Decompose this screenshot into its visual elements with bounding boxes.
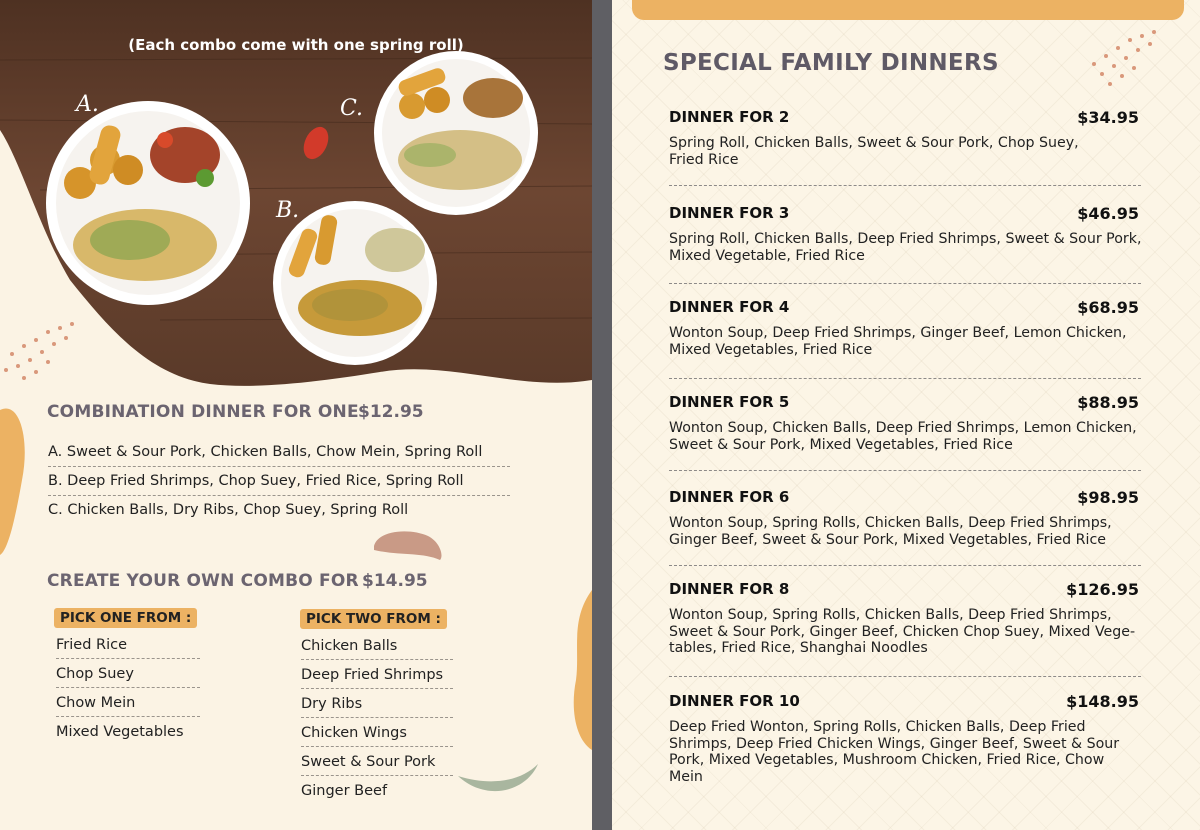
pick-two-item: Deep Fried Shrimps	[301, 667, 453, 689]
divider	[669, 470, 1141, 471]
pick-two-item: Ginger Beef	[301, 783, 388, 799]
create-combo-price: $14.95	[362, 571, 428, 591]
pick-two-item: Dry Ribs	[301, 696, 453, 718]
dinner-price: $88.95	[1077, 393, 1139, 412]
dinner-name: DINNER FOR 5	[669, 393, 790, 411]
dinner-description: Spring Roll, Chicken Balls, Sweet & Sour Pork, Chop Suey, Fried Rice	[669, 135, 1079, 168]
dinner-name: DINNER FOR 4	[669, 298, 790, 316]
dinner-price: $148.95	[1066, 692, 1139, 711]
dinner-description: Spring Roll, Chicken Balls, Deep Fried Shrimps, Sweet & Sour Pork, Mixed Vegetable, Fried Rice	[669, 231, 1142, 264]
dinner-description: Wonton Soup, Spring Rolls, Chicken Balls, Deep Fried Shrimps, Sweet & Sour Pork, Ginger Beef, Chicken Chop Suey, Mixed Vege- tables, Fried Rice, Shanghai Noodles	[669, 607, 1136, 656]
family-dinners-title: SPECIAL FAMILY DINNERS	[663, 50, 999, 76]
decorative-dots	[0, 318, 80, 398]
plate-b	[273, 201, 437, 365]
divider	[669, 676, 1141, 677]
food-photo	[0, 0, 592, 392]
dinner-description: Deep Fried Wonton, Spring Rolls, Chicken Balls, Deep Fried Shrimps, Deep Fried Chicken Wings, Ginger Beef, Sweet & Sour Pork, Mixed Vegetables, Mushroom Chicken, Fried Rice, Chow Mein	[669, 719, 1120, 785]
decorative-leaf	[456, 762, 540, 796]
divider	[669, 283, 1141, 284]
dinner-price: $34.95	[1077, 108, 1139, 127]
plate-label-c: C.	[340, 96, 364, 121]
dinner-name: DINNER FOR 3	[669, 204, 790, 222]
combo-note: (Each combo come with one spring roll)	[128, 36, 464, 54]
dinner-description: Wonton Soup, Deep Fried Shrimps, Ginger Beef, Lemon Chicken, Mixed Vegetables, Fried Rice	[669, 325, 1127, 358]
plate-c	[374, 51, 538, 215]
book-spine	[592, 0, 612, 830]
dinner-name: DINNER FOR 8	[669, 580, 790, 598]
dinner-price: $68.95	[1077, 298, 1139, 317]
pick-two-item: Chicken Balls	[301, 638, 453, 660]
decorative-dots	[1084, 28, 1164, 90]
left-menu-page	[0, 0, 592, 830]
dinner-name: DINNER FOR 2	[669, 108, 790, 126]
dinner-price: $46.95	[1077, 204, 1139, 223]
pick-one-item: Chow Mein	[56, 695, 200, 717]
pick-two-label: PICK TWO FROM :	[300, 609, 447, 629]
divider	[669, 185, 1141, 186]
dinner-name: DINNER FOR 10	[669, 692, 800, 710]
pick-two-item: Sweet & Sour Pork	[301, 754, 453, 776]
dinner-price: $98.95	[1077, 488, 1139, 507]
right-menu-page	[612, 0, 1200, 830]
decorative-blob-left	[0, 400, 30, 560]
plate-a	[46, 101, 250, 305]
divider	[669, 565, 1141, 566]
pick-one-item: Fried Rice	[56, 637, 200, 659]
combination-price: $12.95	[358, 402, 424, 422]
plate-label-a: A.	[76, 92, 99, 117]
combination-title: COMBINATION DINNER FOR ONE	[47, 402, 359, 422]
pick-one-label: PICK ONE FROM :	[54, 608, 197, 628]
create-combo-title: CREATE YOUR OWN COMBO FOR	[47, 571, 359, 591]
dinner-description: Wonton Soup, Spring Rolls, Chicken Balls, Deep Fried Shrimps, Ginger Beef, Sweet & Sour Pork, Mixed Vegetables, Fried Rice	[669, 515, 1112, 548]
divider	[669, 378, 1141, 379]
pick-one-item: Mixed Vegetables	[56, 724, 184, 740]
pick-two-item: Chicken Wings	[301, 725, 453, 747]
top-accent-bar	[632, 0, 1184, 20]
combo-line-c: C. Chicken Balls, Dry Ribs, Chop Suey, Spring Roll	[48, 502, 409, 518]
combo-line-a: A. Sweet & Sour Pork, Chicken Balls, Chow Mein, Spring Roll	[48, 444, 510, 467]
pick-one-item: Chop Suey	[56, 666, 200, 688]
dinner-description: Wonton Soup, Chicken Balls, Deep Fried Shrimps, Lemon Chicken, Sweet & Sour Pork, Mixed Vegetables, Fried Rice	[669, 420, 1137, 453]
dinner-name: DINNER FOR 6	[669, 488, 790, 506]
combo-line-b: B. Deep Fried Shrimps, Chop Suey, Fried Rice, Spring Roll	[48, 473, 510, 496]
decorative-blob-right	[566, 590, 592, 750]
dinner-price: $126.95	[1066, 580, 1139, 599]
plate-label-b: B.	[276, 198, 300, 223]
decorative-blob-brown	[370, 526, 446, 562]
